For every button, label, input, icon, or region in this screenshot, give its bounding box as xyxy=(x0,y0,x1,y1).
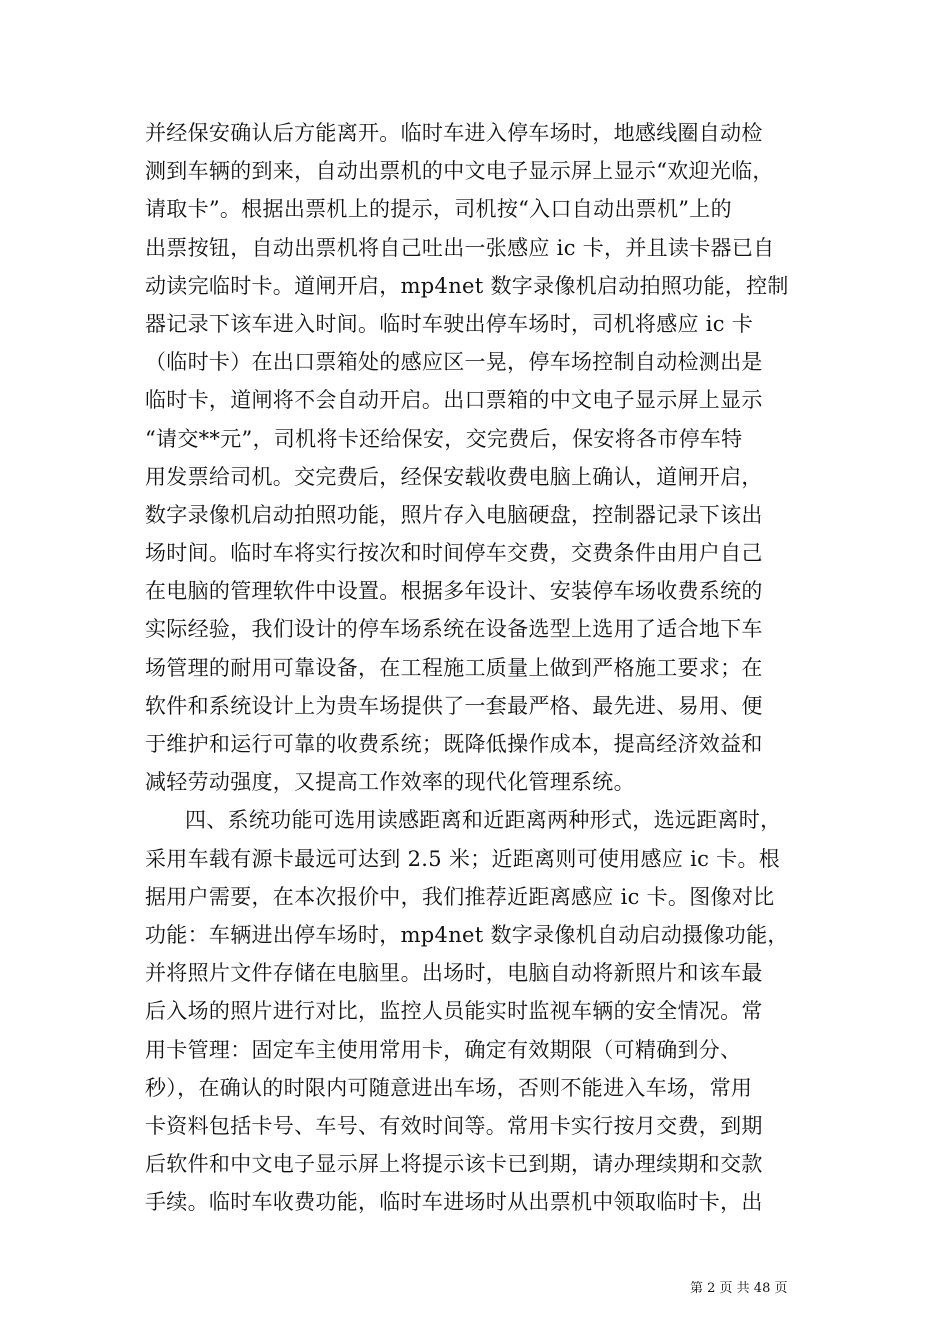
text-line: 场时间。临时车将实行按次和时间停车交费，交费条件由用户自己 xyxy=(145,541,763,566)
text-line: 后入场的照片进行对比，监控人员能实时监视车辆的安全情况。常 xyxy=(145,999,763,1024)
text-line: （临时卡）在出口票箱处的感应区一晃，停车场控制自动检测出是 xyxy=(145,350,763,375)
text-line: 场管理的耐用可靠设备，在工程施工质量上做到严格施工要求；在 xyxy=(145,655,763,680)
text-line: 秒），在确认的时限内可随意进出车场，否则不能进入车场，常用 xyxy=(145,1075,753,1100)
text-line: 动读完临时卡。道闸开启，mp4net 数字录像机启动拍照功能，控制 xyxy=(145,273,789,298)
text-line: 在电脑的管理软件中设置。根据多年设计、安装停车场收费系统的 xyxy=(145,579,763,604)
text-line: 手续。临时车收费功能，临时车进场时从出票机中领取临时卡，出 xyxy=(145,1190,763,1215)
text-line: 测到车辆的到来，自动出票机的中文电子显示屏上显示“欢迎光临， xyxy=(145,159,774,184)
paragraph-start-line: 四、系统功能可选用读感距离和近距离两种形式，选远距离时， xyxy=(185,808,782,833)
text-line: 数字录像机启动拍照功能，照片存入电脑硬盘，控制器记录下该出 xyxy=(145,502,763,527)
text-line: 用发票给司机。交完费后，经保安载收费电脑上确认，道闸开启， xyxy=(145,464,763,489)
text-line: 采用车载有源卡最远可达到 2.5 米；近距离则可使用感应 ic 卡。根 xyxy=(145,846,781,871)
text-line: 并经保安确认后方能离开。临时车进入停车场时，地感线圈自动检 xyxy=(145,121,763,145)
text-line: 请取卡”。根据出票机上的提示，司机按“入口自动出票机”上的 xyxy=(145,197,732,222)
text-line: 器记录下该车进入时间。临时车驶出停车场时，司机将感应 ic 卡 xyxy=(145,311,754,336)
text-line: 出票按钮，自动出票机将自己吐出一张感应 ic 卡，并且读卡器已自 xyxy=(145,235,775,260)
text-line: 于维护和运行可靠的收费系统；既降低操作成本，提高经济效益和 xyxy=(145,732,763,756)
text-line: 后软件和中文电子显示屏上将提示该卡已到期，请办理续期和交款 xyxy=(145,1152,763,1177)
text-line: 实际经验，我们设计的停车场系统在设备选型上选用了适合地下车 xyxy=(145,617,763,642)
body-text xyxy=(145,114,810,1221)
text-line: 功能：车辆进出停车场时，mp4net 数字录像机自动启动摄像功能， xyxy=(145,922,789,947)
text-line: “请交**元”，司机将卡还给保安，交完费后，保安将各市停车特 xyxy=(145,426,743,451)
text-line: 并将照片文件存储在电脑里。出场时，电脑自动将新照片和该车最 xyxy=(145,961,763,986)
text-line: 用卡管理：固定车主使用常用卡，确定有效期限（可精确到分、 xyxy=(145,1037,742,1062)
page-number: 第 2 页 共 48 页 xyxy=(690,1281,788,1296)
text-line: 临时卡，道闸将不会自动开启。出口票箱的中文电子显示屏上显示 xyxy=(145,388,763,413)
text-line: 卡资料包括卡号、车号、有效时间等。常用卡实行按月交费，到期 xyxy=(145,1113,763,1138)
text-line: 减轻劳动强度，又提高工作效率的现代化管理系统。 xyxy=(145,770,635,795)
text-line: 软件和系统设计上为贵车场提供了一套最严格、最先进、易用、便 xyxy=(145,693,763,718)
text-line: 据用户需要，在本次报价中，我们推荐近距离感应 ic 卡。图像对比 xyxy=(145,884,775,909)
